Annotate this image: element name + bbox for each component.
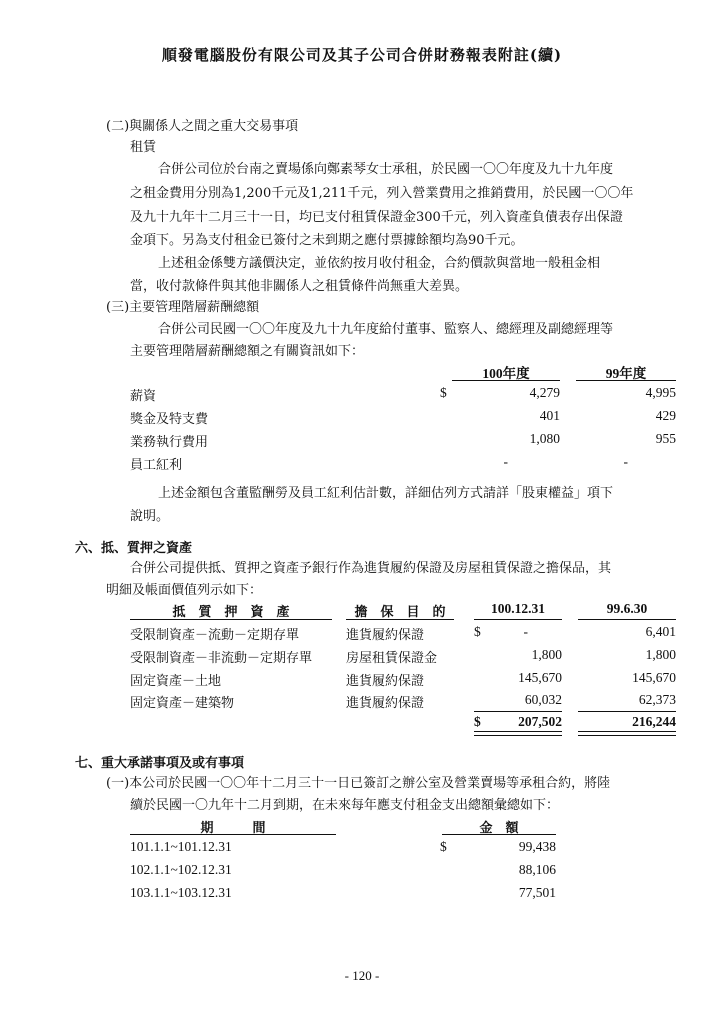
mgmt-row-label: 薪資 bbox=[130, 389, 157, 404]
pledged-intro-line: 合併公司提供抵、質押之資產予銀行作為進貨履約保證及房屋租賃保證之擔保品，其 bbox=[130, 561, 612, 576]
total-double-underline bbox=[578, 731, 676, 736]
mgmt-comp-heading: (三)主要管理階層薪酬總額 bbox=[106, 300, 260, 315]
lease-terms-line: 上述租金係雙方議價決定，並依約按月收付租金，合約價款與當地一般租金相 bbox=[158, 256, 601, 271]
pledged-total-100: 207,502 bbox=[518, 714, 562, 729]
pledged-assets-heading: 六、抵、質押之資產 bbox=[75, 541, 193, 556]
mgmt-note-line: 上述金額包含董監酬勞及員工紅利估計數，詳細估列方式請詳「股東權益」項下 bbox=[158, 486, 614, 501]
lease-paragraph-line: 之租金費用分別為1,200千元及1,211千元，列入營業費用之推銷費用，於民國一〇〇年 bbox=[130, 186, 634, 201]
mgmt-row-label: 獎金及特支費 bbox=[130, 412, 209, 427]
lease-paragraph-line: 金項下。另為支付租金已簽付之未到期之應付票據餘額均為90千元。 bbox=[130, 233, 524, 248]
pledged-row-value-99: 6,401 bbox=[645, 624, 676, 639]
currency-symbol: $ bbox=[440, 385, 447, 400]
currency-symbol: $ bbox=[474, 714, 481, 729]
pledged-total-99: 216,244 bbox=[632, 714, 676, 729]
mgmt-col-header-100: 100年度 bbox=[482, 366, 530, 381]
pledged-row-purpose: 進貨履約保證 bbox=[346, 696, 425, 711]
mgmt-col-underline bbox=[452, 380, 560, 381]
related-party-heading: (二)與關係人之間之重大交易事項 bbox=[106, 119, 299, 134]
lease-row-period: 102.1.1~102.12.31 bbox=[130, 862, 232, 877]
pledged-row-asset: 固定資產－土地 bbox=[130, 674, 222, 689]
pledged-row-purpose: 房屋租賃保證金 bbox=[346, 651, 438, 666]
pledged-row-value-100: - bbox=[523, 624, 528, 639]
pledged-row-asset: 受限制資產－非流動－定期存單 bbox=[130, 651, 313, 666]
lease-col-underline bbox=[442, 834, 556, 835]
pledged-col-header-purpose: 擔 保 目 的 bbox=[354, 604, 446, 619]
mgmt-row-value-99: 955 bbox=[655, 431, 676, 446]
pledged-col-underline bbox=[130, 619, 332, 620]
pledged-col-header-100: 100.12.31 bbox=[491, 601, 545, 616]
commitments-paragraph-line: 續於民國一〇九年十二月到期，在未來每年應支付租金支出總額彙總如下： bbox=[130, 798, 560, 813]
pledged-row-value-99: 145,670 bbox=[632, 670, 676, 685]
lease-col-header-amount: 金 額 bbox=[479, 820, 519, 835]
pledged-col-header-99: 99.6.30 bbox=[606, 601, 648, 616]
mgmt-row-value-100: 4,279 bbox=[529, 385, 560, 400]
mgmt-note-line: 說明。 bbox=[130, 509, 170, 524]
subtotal-underline bbox=[578, 711, 676, 712]
mgmt-row-label: 業務執行費用 bbox=[130, 435, 209, 450]
mgmt-comp-intro-line: 主要管理階層薪酬總額之有關資訊如下： bbox=[130, 344, 365, 359]
total-double-underline bbox=[474, 731, 562, 736]
subtotal-underline bbox=[474, 711, 562, 712]
pledged-row-asset: 固定資產－建築物 bbox=[130, 696, 235, 711]
pledged-intro-line: 明細及帳面價值列示如下： bbox=[106, 583, 263, 598]
lease-row-period: 101.1.1~101.12.31 bbox=[130, 839, 232, 854]
pledged-row-value-100: 145,670 bbox=[518, 670, 562, 685]
mgmt-comp-intro-line: 合併公司民國一〇〇年度及九十九年度給付董事、監察人、總經理及副總經理等 bbox=[158, 322, 614, 337]
lease-col-underline bbox=[130, 834, 336, 835]
mgmt-row-value-99: - bbox=[623, 454, 628, 469]
mgmt-row-value-99: 429 bbox=[655, 408, 676, 423]
commitments-paragraph-line: (一)本公司於民國一〇〇年十二月三十一日已簽訂之辦公室及營業賣場等承租合約，將陸 bbox=[106, 776, 611, 791]
lease-row-amount: 88,106 bbox=[518, 862, 556, 877]
lease-terms-line: 當，收付款條件與其他非關係人之租賃條件尚無重大差異。 bbox=[130, 279, 469, 294]
pledged-row-purpose: 進貨履約保證 bbox=[346, 674, 425, 689]
commitments-heading: 七、重大承諾事項及或有事項 bbox=[75, 756, 245, 771]
pledged-row-value-100: 1,800 bbox=[531, 647, 562, 662]
lease-paragraph-line: 合併公司位於台南之賣場係向鄭素琴女士承租，於民國一〇〇年度及九十九年度 bbox=[158, 162, 614, 177]
mgmt-row-value-100: - bbox=[503, 454, 508, 469]
pledged-col-underline bbox=[346, 619, 454, 620]
pledged-row-value-99: 1,800 bbox=[645, 647, 676, 662]
currency-symbol: $ bbox=[440, 839, 447, 854]
pledged-row-value-100: 60,032 bbox=[524, 692, 562, 707]
pledged-col-underline bbox=[474, 619, 562, 620]
lease-row-period: 103.1.1~103.12.31 bbox=[130, 885, 232, 900]
pledged-row-value-99: 62,373 bbox=[638, 692, 676, 707]
pledged-row-purpose: 進貨履約保證 bbox=[346, 628, 425, 643]
mgmt-col-underline bbox=[576, 380, 676, 381]
pledged-col-header-asset: 抵 質 押 資 產 bbox=[172, 604, 290, 619]
mgmt-row-value-100: 401 bbox=[539, 408, 560, 423]
mgmt-row-value-100: 1,080 bbox=[529, 431, 560, 446]
lease-subheading: 租賃 bbox=[130, 140, 157, 155]
page-title: 順發電腦股份有限公司及其子公司合併財務報表附註(續) bbox=[161, 46, 563, 64]
lease-col-header-period: 期 間 bbox=[200, 820, 266, 835]
pledged-row-asset: 受限制資產－流動－定期存單 bbox=[130, 628, 300, 643]
mgmt-row-value-99: 4,995 bbox=[645, 385, 676, 400]
lease-row-amount: 77,501 bbox=[518, 885, 556, 900]
pledged-col-underline bbox=[578, 619, 676, 620]
currency-symbol: $ bbox=[474, 624, 481, 639]
mgmt-row-label: 員工紅利 bbox=[130, 458, 183, 473]
mgmt-col-header-99: 99年度 bbox=[605, 366, 647, 381]
lease-paragraph-line: 及九十九年十二月三十一日，均已支付租賃保證金300千元，列入資產負債表存出保證 bbox=[130, 210, 623, 225]
lease-row-amount: 99,438 bbox=[518, 839, 556, 854]
page-number: - 120 - bbox=[344, 968, 380, 983]
